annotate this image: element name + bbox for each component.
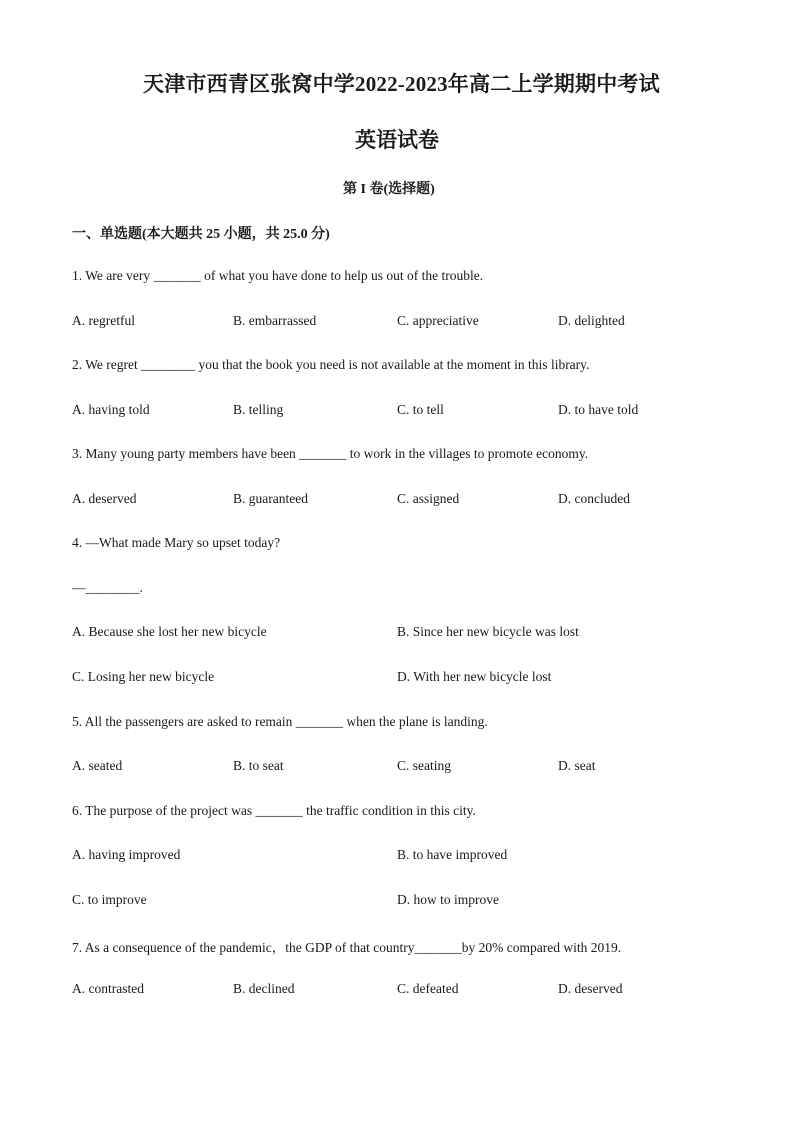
- exam-title: 天津市西青区张窝中学2022-2023年高二上学期期中考试: [143, 72, 660, 96]
- option-b: B. declined: [233, 981, 295, 996]
- option-b: B. telling: [233, 402, 284, 417]
- option-c: C. seating: [397, 758, 451, 773]
- question-stem: 5. All the passengers are asked to remain _______ when the plane is landing.: [72, 714, 488, 729]
- question-stem: 4. —What made Mary so upset today?: [72, 535, 281, 550]
- option-b: B. embarrassed: [233, 313, 317, 328]
- question-stem: 2. We regret ________ you that the book you need is not available at the moment in this library.: [72, 357, 590, 372]
- option-b: B. to have improved: [397, 847, 508, 862]
- option-d: D. With her new bicycle lost: [397, 669, 552, 684]
- option-d: D. to have told: [558, 402, 639, 417]
- part-heading: 第 I 卷(选择题): [343, 182, 435, 197]
- option-c: C. defeated: [397, 981, 459, 996]
- question-stem: 6. The purpose of the project was _______ the traffic condition in this city.: [72, 803, 476, 818]
- exam-subtitle: 英语试卷: [355, 128, 439, 152]
- question-stem: 3. Many young party members have been _______ to work in the villages to promote economy.: [72, 446, 589, 461]
- option-b: B. guaranteed: [233, 491, 308, 506]
- option-a: A. seated: [72, 758, 123, 773]
- section-heading: 一、单选题(本大题共 25 小题，共 25.0 分): [72, 227, 330, 242]
- option-b: B. Since her new bicycle was lost: [397, 624, 579, 639]
- option-a: A. having improved: [72, 847, 181, 862]
- question-stem: 7. As a consequence of the pandemic，the GDP of that country_______by 20% compared with 2019.: [72, 940, 622, 955]
- question-stem: 1. We are very _______ of what you have done to help us out of the trouble.: [72, 268, 484, 283]
- option-d: D. delighted: [558, 313, 625, 328]
- option-c: C. Losing her new bicycle: [72, 669, 215, 684]
- option-d: D. deserved: [558, 981, 623, 996]
- option-a: A. deserved: [72, 491, 137, 506]
- option-c: C. to tell: [397, 402, 444, 417]
- option-c: C. assigned: [397, 491, 460, 506]
- option-a: A. regretful: [72, 313, 135, 328]
- option-a: A. having told: [72, 402, 150, 417]
- option-c: C. appreciative: [397, 313, 479, 328]
- option-d: D. seat: [558, 758, 596, 773]
- option-c: C. to improve: [72, 892, 147, 907]
- answer-line: —________.: [72, 580, 143, 595]
- option-d: D. concluded: [558, 491, 630, 506]
- option-d: D. how to improve: [397, 892, 499, 907]
- option-a: A. contrasted: [72, 981, 144, 996]
- option-a: A. Because she lost her new bicycle: [72, 624, 267, 639]
- option-b: B. to seat: [233, 758, 284, 773]
